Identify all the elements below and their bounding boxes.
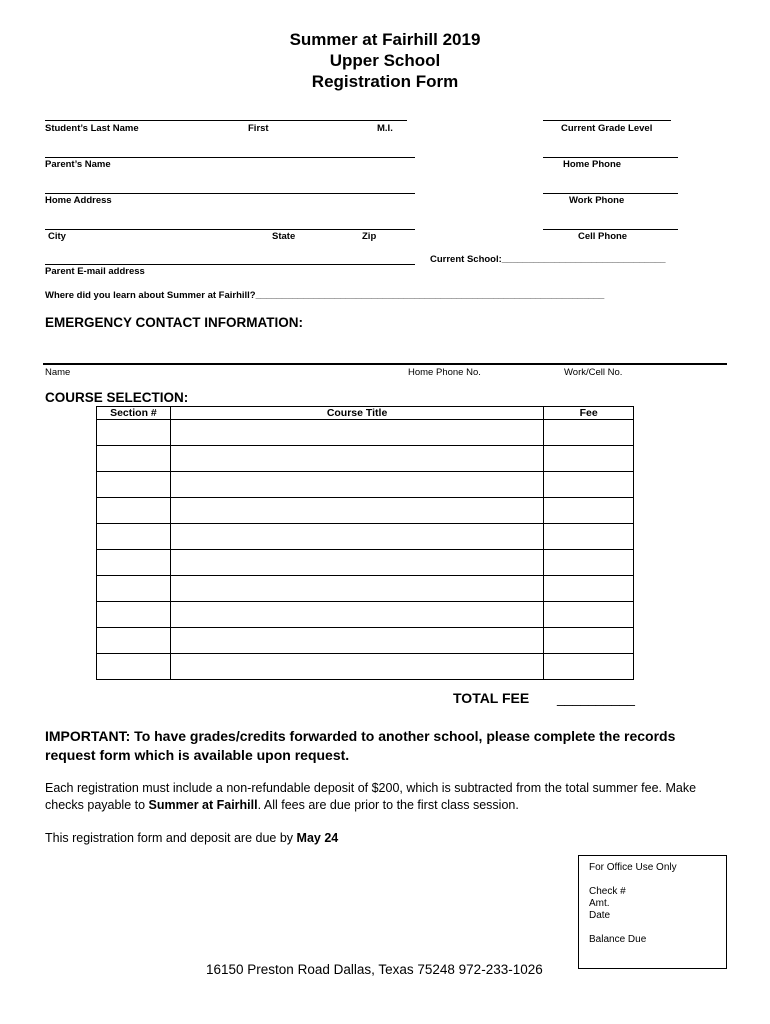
course-title-cell[interactable]: [170, 498, 543, 524]
student-name-line[interactable]: [45, 120, 407, 121]
total-fee-blank[interactable]: __________: [557, 690, 635, 706]
cell-phone-line[interactable]: [543, 229, 678, 230]
section-cell[interactable]: [97, 654, 171, 680]
deposit-text-start: Each registration must include a non-refundable deposit of $200, which is subtracted from the total summer fee. Make checks payable to: [45, 781, 697, 812]
course-title-cell[interactable]: [170, 550, 543, 576]
section-cell[interactable]: [97, 550, 171, 576]
course-selection-heading: COURSE SELECTION:: [45, 390, 189, 405]
deposit-paragraph: [45, 780, 715, 814]
grade-level-line[interactable]: [543, 120, 671, 121]
fee-column-header: Fee: [544, 407, 634, 420]
course-row: [97, 524, 634, 550]
section-cell[interactable]: [97, 446, 171, 472]
section-cell[interactable]: [97, 576, 171, 602]
emergency-work-cell-label: Work/Cell No.: [564, 367, 623, 378]
office-check-label: Check #: [589, 886, 626, 897]
fee-cell[interactable]: [544, 472, 634, 498]
due-date-text: This registration form and deposit are due by: [45, 831, 297, 845]
section-cell[interactable]: [97, 628, 171, 654]
course-table-header: [97, 407, 634, 420]
fee-cell[interactable]: [544, 654, 634, 680]
office-use-title: For Office Use Only: [589, 862, 677, 873]
zip-label: Zip: [362, 231, 377, 242]
course-table: [96, 406, 634, 680]
state-label: State: [272, 231, 296, 242]
section-cell[interactable]: [97, 498, 171, 524]
work-phone-line[interactable]: [543, 193, 678, 194]
fee-cell[interactable]: [544, 420, 634, 446]
learn-about-field[interactable]: Where did you learn about Summer at Fairhill?__________________________________________________________________: [45, 290, 605, 301]
course-row: [97, 654, 634, 680]
fee-cell[interactable]: [544, 550, 634, 576]
form-title-line2: Upper School: [329, 51, 441, 70]
course-row: [97, 628, 634, 654]
fee-cell[interactable]: [544, 524, 634, 550]
form-title-line3: Registration Form: [311, 72, 459, 91]
course-row: [97, 420, 634, 446]
course-row: [97, 550, 634, 576]
emergency-contact-heading: EMERGENCY CONTACT INFORMATION:: [45, 315, 303, 330]
course-row: [97, 602, 634, 628]
fee-cell[interactable]: [544, 576, 634, 602]
due-date-value: May 24: [296, 831, 339, 845]
important-notice: IMPORTANT: To have grades/credits forwarded to another school, please complete the records request form which is available upon request.: [45, 728, 676, 763]
course-title-column-header: Course Title: [170, 407, 543, 420]
office-balance-label: Balance Due: [589, 934, 647, 945]
office-date-label: Date: [589, 910, 611, 921]
student-last-name-label: Student’s Last Name: [45, 123, 139, 134]
course-row: [97, 472, 634, 498]
course-title-cell[interactable]: [170, 420, 543, 446]
emergency-name-label: Name: [45, 367, 71, 378]
middle-initial-label: M.I.: [377, 123, 393, 134]
footer-address: 16150 Preston Road Dallas, Texas 75248 972-233-1026: [206, 962, 543, 977]
home-address-line[interactable]: [45, 193, 415, 194]
fee-cell[interactable]: [544, 446, 634, 472]
due-date-paragraph: [45, 830, 338, 847]
parent-email-line[interactable]: [45, 264, 415, 265]
course-title-cell[interactable]: [170, 472, 543, 498]
deposit-text-end: . All fees are due prior to the first class session.: [257, 798, 519, 812]
course-title-cell[interactable]: [170, 576, 543, 602]
parent-name-label: Parent’s Name: [45, 159, 111, 170]
home-phone-label: Home Phone: [563, 159, 622, 170]
home-phone-line[interactable]: [543, 157, 678, 158]
form-title-line1: Summer at Fairhill 2019: [289, 30, 481, 49]
parent-email-label: Parent E-mail address: [45, 266, 145, 277]
work-phone-label: Work Phone: [569, 195, 625, 206]
current-school-field[interactable]: Current School:_______________________________: [430, 254, 666, 265]
city-state-zip-line[interactable]: [45, 229, 415, 230]
section-cell[interactable]: [97, 524, 171, 550]
section-column-header: Section #: [97, 407, 171, 420]
city-label: City: [48, 231, 66, 242]
parent-name-line[interactable]: [45, 157, 415, 158]
section-cell[interactable]: [97, 472, 171, 498]
course-title-cell[interactable]: [170, 602, 543, 628]
course-row: [97, 498, 634, 524]
course-row: [97, 576, 634, 602]
office-use-box: [578, 855, 727, 969]
fee-cell[interactable]: [544, 628, 634, 654]
course-title-cell[interactable]: [170, 524, 543, 550]
section-cell[interactable]: [97, 420, 171, 446]
fee-cell[interactable]: [544, 498, 634, 524]
course-title-cell[interactable]: [170, 654, 543, 680]
emergency-contact-line[interactable]: [43, 363, 727, 365]
course-row: [97, 446, 634, 472]
course-table-body: [97, 420, 634, 680]
first-name-label: First: [248, 123, 269, 134]
payable-to-name: Summer at Fairhill: [148, 798, 258, 812]
office-amount-label: Amt.: [589, 898, 610, 909]
cell-phone-label: Cell Phone: [578, 231, 628, 242]
fee-cell[interactable]: [544, 602, 634, 628]
home-address-label: Home Address: [45, 195, 112, 206]
course-title-cell[interactable]: [170, 628, 543, 654]
emergency-home-phone-label: Home Phone No.: [408, 367, 481, 378]
section-cell[interactable]: [97, 602, 171, 628]
total-fee-label: TOTAL FEE: [453, 690, 530, 706]
grade-level-label: Current Grade Level: [561, 123, 653, 134]
course-title-cell[interactable]: [170, 446, 543, 472]
